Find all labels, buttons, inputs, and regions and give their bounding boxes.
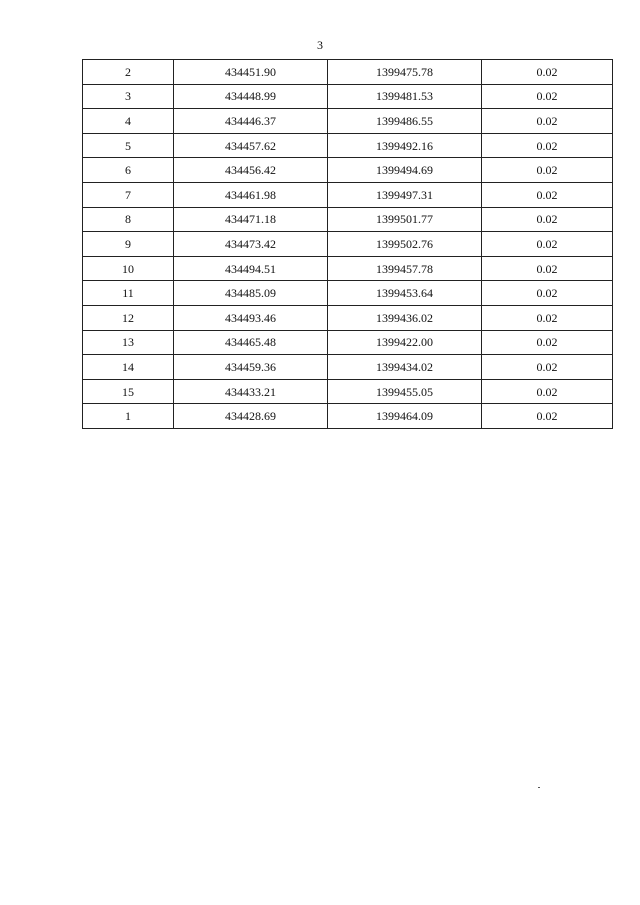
table-row [83,355,613,380]
y-coordinate-cell: 1399501.77 [328,207,482,232]
x-coordinate-cell: 434465.48 [174,330,328,355]
point-number-cell: 4 [83,109,174,134]
y-coordinate-cell: 1399494.69 [328,158,482,183]
error-cell: 0.02 [482,355,613,380]
y-coordinate-cell: 1399422.00 [328,330,482,355]
point-number-cell: 1 [83,404,174,429]
table-row [83,133,613,158]
table-row [83,379,613,404]
x-coordinate-cell: 434428.69 [174,404,328,429]
y-coordinate-cell: 1399492.16 [328,133,482,158]
error-cell: 0.02 [482,207,613,232]
scan-speck [538,787,540,788]
error-cell: 0.02 [482,404,613,429]
y-coordinate-cell: 1399453.64 [328,281,482,306]
coordinates-table [82,59,613,429]
x-coordinate-cell: 434473.42 [174,232,328,257]
point-number-cell: 13 [83,330,174,355]
x-coordinate-cell: 434446.37 [174,109,328,134]
point-number-cell: 9 [83,232,174,257]
error-cell: 0.02 [482,109,613,134]
y-coordinate-cell: 1399497.31 [328,182,482,207]
point-number-cell: 8 [83,207,174,232]
error-cell: 0.02 [482,281,613,306]
error-cell: 0.02 [482,256,613,281]
error-cell: 0.02 [482,232,613,257]
table-row [83,207,613,232]
y-coordinate-cell: 1399464.09 [328,404,482,429]
x-coordinate-cell: 434494.51 [174,256,328,281]
point-number-cell: 15 [83,379,174,404]
point-number-cell: 3 [83,84,174,109]
error-cell: 0.02 [482,330,613,355]
point-number-cell: 14 [83,355,174,380]
y-coordinate-cell: 1399475.78 [328,60,482,85]
y-coordinate-cell: 1399436.02 [328,305,482,330]
error-cell: 0.02 [482,158,613,183]
table-row [83,256,613,281]
table-row [83,404,613,429]
x-coordinate-cell: 434456.42 [174,158,328,183]
coordinates-table-body [83,60,613,429]
table-row [83,232,613,257]
point-number-cell: 12 [83,305,174,330]
table-row [83,330,613,355]
point-number-cell: 7 [83,182,174,207]
x-coordinate-cell: 434471.18 [174,207,328,232]
table-row [83,109,613,134]
table-row [83,305,613,330]
x-coordinate-cell: 434433.21 [174,379,328,404]
table-row [83,158,613,183]
x-coordinate-cell: 434457.62 [174,133,328,158]
error-cell: 0.02 [482,379,613,404]
error-cell: 0.02 [482,84,613,109]
point-number-cell: 6 [83,158,174,183]
x-coordinate-cell: 434459.36 [174,355,328,380]
y-coordinate-cell: 1399481.53 [328,84,482,109]
x-coordinate-cell: 434448.99 [174,84,328,109]
x-coordinate-cell: 434461.98 [174,182,328,207]
point-number-cell: 2 [83,60,174,85]
point-number-cell: 5 [83,133,174,158]
error-cell: 0.02 [482,182,613,207]
x-coordinate-cell: 434451.90 [174,60,328,85]
point-number-cell: 11 [83,281,174,306]
table-row [83,60,613,85]
point-number-cell: 10 [83,256,174,281]
table-row [83,84,613,109]
error-cell: 0.02 [482,305,613,330]
y-coordinate-cell: 1399457.78 [328,256,482,281]
y-coordinate-cell: 1399434.02 [328,355,482,380]
table-row [83,182,613,207]
y-coordinate-cell: 1399502.76 [328,232,482,257]
error-cell: 0.02 [482,60,613,85]
x-coordinate-cell: 434493.46 [174,305,328,330]
y-coordinate-cell: 1399486.55 [328,109,482,134]
page-number: 3 [317,38,323,52]
table-row [83,281,613,306]
error-cell: 0.02 [482,133,613,158]
x-coordinate-cell: 434485.09 [174,281,328,306]
y-coordinate-cell: 1399455.05 [328,379,482,404]
